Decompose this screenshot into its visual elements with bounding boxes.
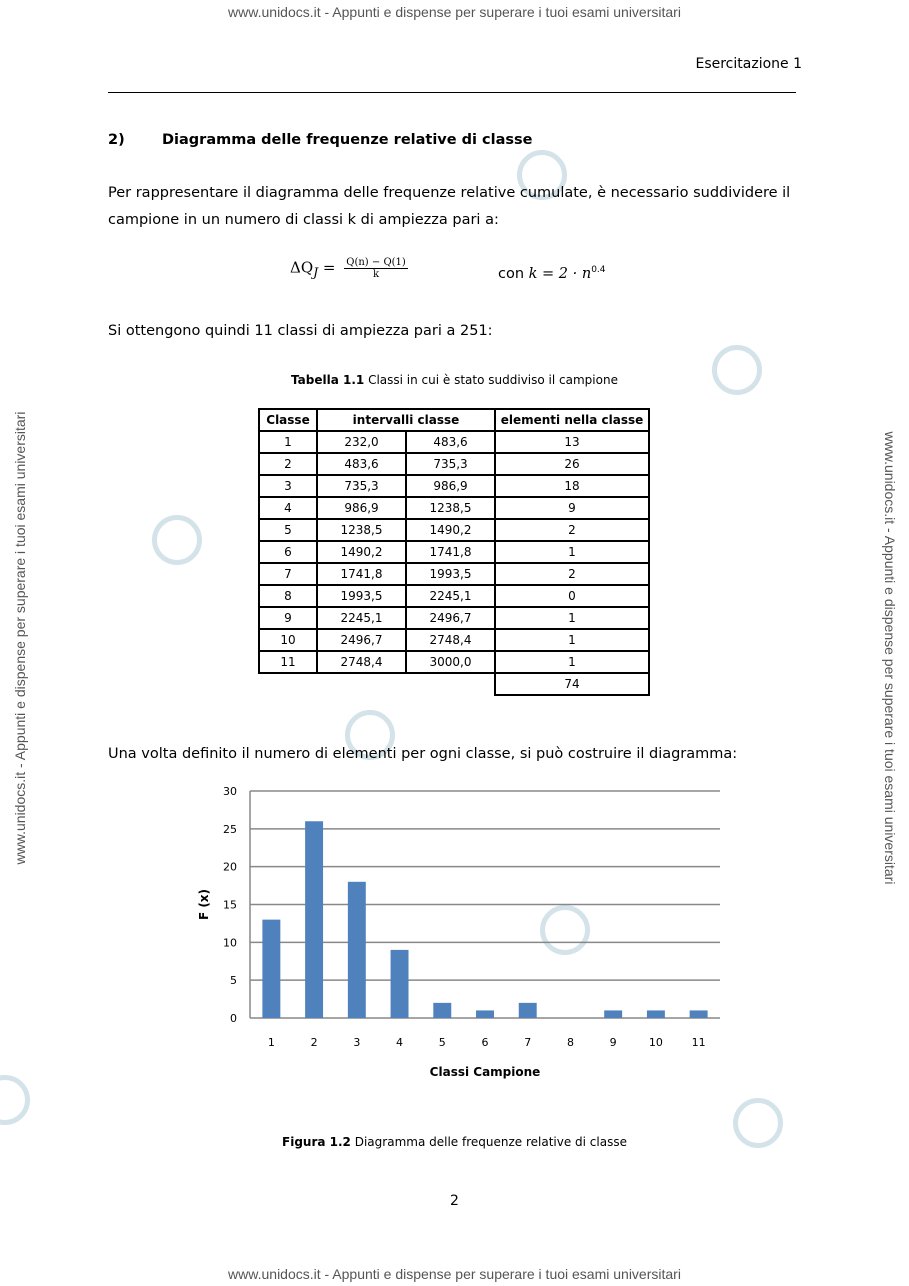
formula-denominator: k — [373, 269, 380, 280]
table-row — [259, 651, 649, 673]
formula-fraction — [344, 257, 408, 280]
header-elementi: elementi nella classe — [495, 409, 649, 431]
empty-cell — [259, 673, 317, 695]
cell-classe: 8 — [259, 585, 317, 607]
cell-interval-end: 2748,4 — [406, 629, 495, 651]
table-row — [259, 563, 649, 585]
cell-elementi: 0 — [495, 585, 649, 607]
header-divider — [108, 92, 796, 93]
table-total-row — [259, 673, 649, 695]
bar — [690, 1010, 708, 1018]
empty-cell — [317, 673, 406, 695]
y-tick-label: 5 — [230, 974, 237, 988]
y-tick-label: 10 — [223, 936, 237, 950]
figure-caption — [0, 1135, 909, 1149]
bar — [433, 1003, 451, 1018]
figure-caption-label: Figura 1.2 — [282, 1135, 351, 1149]
cell-classe: 1 — [259, 431, 317, 453]
cell-classe: 10 — [259, 629, 317, 651]
header-intervalli: intervalli classe — [317, 409, 495, 431]
x-axis-label: Classi Campione — [429, 1065, 541, 1079]
figure-caption-text: Diagramma delle frequenze relative di classe — [350, 1135, 627, 1149]
watermark-bottom: www.unidocs.it - Appunti e dispense per superare i tuoi esami universitari — [228, 1266, 681, 1282]
formula-eq: = — [318, 258, 341, 277]
x-tick-label: 5 — [438, 1036, 446, 1049]
cell-interval-start: 986,9 — [317, 497, 406, 519]
unidocs-logo-icon — [712, 345, 762, 395]
page-number: 2 — [450, 1193, 459, 1209]
cell-classe: 5 — [259, 519, 317, 541]
cell-classe: 2 — [259, 453, 317, 475]
diagram-paragraph: Una volta definito il numero di elementi per ogni classe, si può costruire il diagramma: — [108, 746, 738, 762]
table-row — [259, 541, 649, 563]
intro-paragraph: Per rappresentare il diagramma delle frequenze relative cumulate, è necessario suddividere il campione in un numero di classi k di ampiezza pari a: — [108, 185, 791, 228]
cell-interval-start: 2496,7 — [317, 629, 406, 651]
cell-interval-start: 2245,1 — [317, 607, 406, 629]
cell-elementi: 1 — [495, 541, 649, 563]
x-tick-label: 9 — [609, 1036, 617, 1049]
cell-elementi: 9 — [495, 497, 649, 519]
cell-elementi: 13 — [495, 431, 649, 453]
section-title: Diagramma delle frequenze relative di classe — [162, 132, 533, 148]
cell-elementi: 18 — [495, 475, 649, 497]
watermark-right: www.unidocs.it - Appunti e dispense per superare i tuoi esami universitari — [882, 431, 898, 885]
y-tick-label: 15 — [223, 898, 237, 912]
header-title: Esercitazione 1 — [695, 56, 802, 72]
bar — [604, 1010, 622, 1018]
cell-classe: 9 — [259, 607, 317, 629]
unidocs-logo-icon — [0, 1075, 30, 1125]
bar — [647, 1010, 665, 1018]
cell-interval-end: 483,6 — [406, 431, 495, 453]
formula-numerator: Q(n) − Q(1) — [346, 257, 406, 268]
y-axis-label: F (x) — [197, 888, 211, 921]
x-tick-label: 8 — [566, 1036, 574, 1049]
cell-interval-end: 1238,5 — [406, 497, 495, 519]
x-tick-label: 6 — [481, 1036, 489, 1049]
table-row — [259, 431, 649, 453]
classes-table — [258, 408, 650, 696]
cell-interval-start: 232,0 — [317, 431, 406, 453]
x-tick-label: 11 — [691, 1036, 706, 1049]
empty-cell — [406, 673, 495, 695]
formula-k-prefix: con — [498, 265, 529, 282]
table-caption — [0, 373, 909, 387]
cell-interval-start: 483,6 — [317, 453, 406, 475]
bar — [391, 950, 409, 1018]
cell-interval-start: 735,3 — [317, 475, 406, 497]
bar — [305, 821, 323, 1018]
table-row — [259, 519, 649, 541]
bar — [519, 1003, 537, 1018]
table-row — [259, 475, 649, 497]
result-paragraph: Si ottengono quindi 11 classi di ampiezza pari a 251: — [108, 323, 493, 339]
cell-interval-start: 2748,4 — [317, 651, 406, 673]
cell-classe: 3 — [259, 475, 317, 497]
cell-interval-start: 1238,5 — [317, 519, 406, 541]
cell-classe: 7 — [259, 563, 317, 585]
x-tick-label: 7 — [524, 1036, 532, 1049]
table-row — [259, 629, 649, 651]
bar — [348, 882, 366, 1018]
x-tick-label: 10 — [648, 1036, 663, 1049]
formula-k-expression: k = 2 · n — [528, 265, 592, 282]
frequency-bar-chart — [197, 778, 740, 1088]
table-row — [259, 585, 649, 607]
formula-lhs-sub: J — [313, 264, 319, 280]
y-tick-label: 20 — [223, 860, 237, 874]
x-tick-label: 3 — [353, 1036, 361, 1049]
formula-k-exponent: 0.4 — [591, 265, 606, 275]
cell-interval-end: 1993,5 — [406, 563, 495, 585]
cell-interval-end: 2245,1 — [406, 585, 495, 607]
cell-classe: 6 — [259, 541, 317, 563]
x-tick-label: 4 — [396, 1036, 404, 1049]
bar — [262, 920, 280, 1018]
x-tick-label: 2 — [310, 1036, 318, 1049]
y-tick-label: 0 — [230, 1012, 237, 1025]
cell-classe: 4 — [259, 497, 317, 519]
table-row — [259, 607, 649, 629]
cell-interval-end: 3000,0 — [406, 651, 495, 673]
cell-elementi: 1 — [495, 629, 649, 651]
cell-elementi: 1 — [495, 607, 649, 629]
cell-elementi: 2 — [495, 563, 649, 585]
cell-total: 74 — [495, 673, 649, 695]
cell-interval-end: 986,9 — [406, 475, 495, 497]
cell-classe: 11 — [259, 651, 317, 673]
cell-interval-end: 1741,8 — [406, 541, 495, 563]
cell-interval-end: 2496,7 — [406, 607, 495, 629]
cell-interval-start: 1741,8 — [317, 563, 406, 585]
cell-interval-start: 1490,2 — [317, 541, 406, 563]
unidocs-logo-icon — [152, 515, 202, 565]
cell-elementi: 26 — [495, 453, 649, 475]
table-row — [259, 497, 649, 519]
table-caption-label: Tabella 1.1 — [291, 373, 365, 387]
y-tick-label: 30 — [223, 785, 237, 798]
table-caption-text: Classi in cui è stato suddiviso il campione — [364, 373, 618, 387]
x-tick-label: 1 — [267, 1036, 275, 1049]
cell-interval-end: 735,3 — [406, 453, 495, 475]
formula-k — [498, 265, 606, 282]
cell-elementi: 2 — [495, 519, 649, 541]
cell-elementi: 1 — [495, 651, 649, 673]
cell-interval-end: 1490,2 — [406, 519, 495, 541]
formula-delta-q — [290, 257, 408, 280]
formula-lhs: ΔQ — [290, 258, 314, 277]
table-header-row — [259, 409, 649, 431]
section-number: 2) — [108, 132, 125, 148]
bar — [476, 1010, 494, 1018]
y-tick-label: 25 — [223, 822, 237, 836]
table-row — [259, 453, 649, 475]
header-classe: Classe — [259, 409, 317, 431]
watermark-left: www.unidocs.it - Appunti e dispense per superare i tuoi esami universitari — [12, 411, 28, 865]
section-heading — [108, 132, 533, 148]
cell-interval-start: 1993,5 — [317, 585, 406, 607]
watermark-top: www.unidocs.it - Appunti e dispense per superare i tuoi esami universitari — [228, 4, 681, 20]
